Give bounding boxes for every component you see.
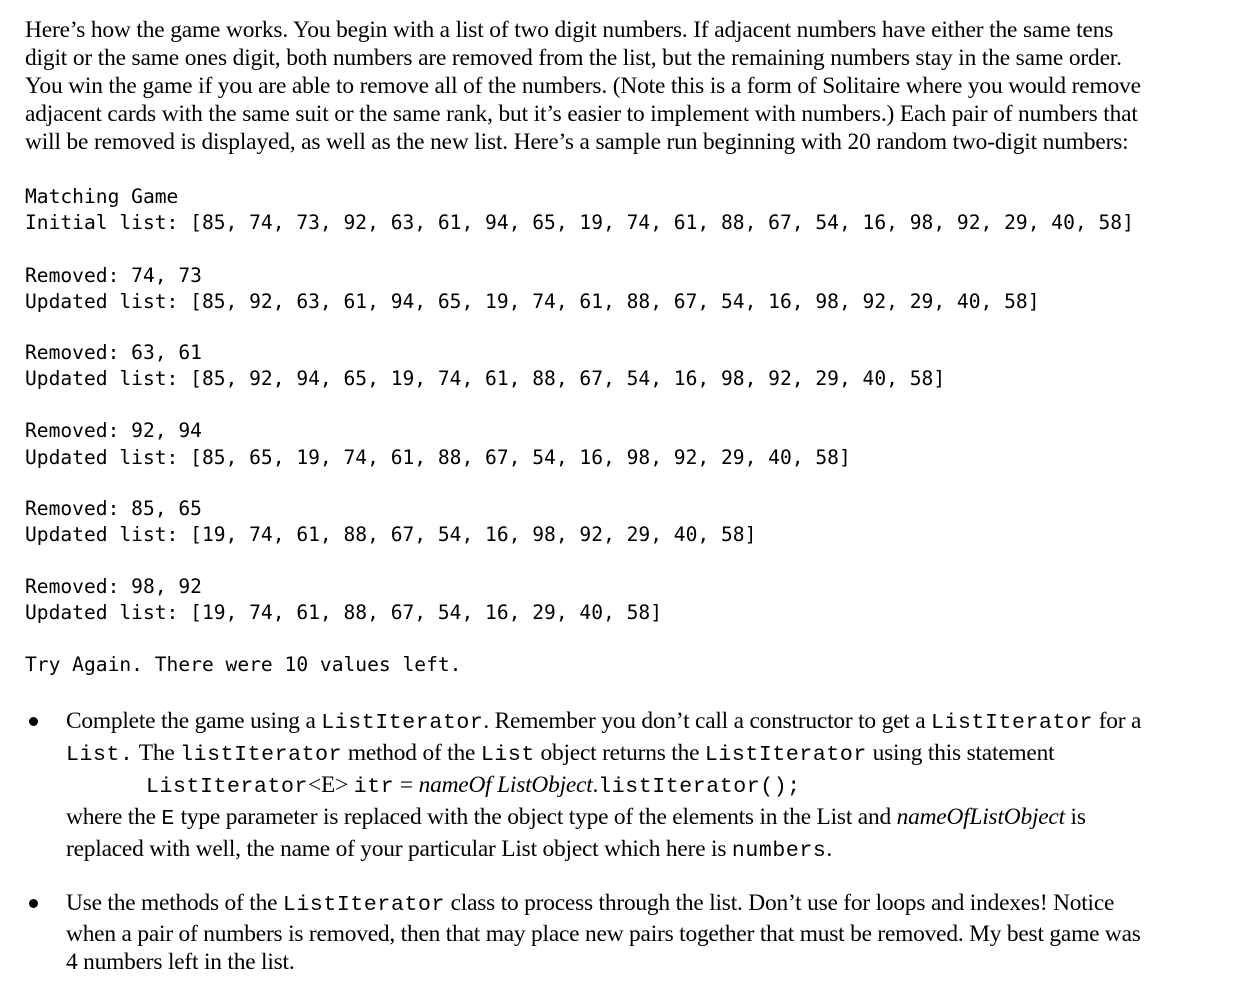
text: The <box>133 740 181 766</box>
code-term: ListIterator <box>146 775 309 799</box>
code-term: ListIterator <box>704 743 867 767</box>
updated-list: Updated list: [85, 92, 63, 61, 94, 65, 19, 74, 61, 88, 67, 54, 16, 98, 92, 29, 40, 58] <box>25 290 1040 313</box>
code-term: E <box>161 807 175 831</box>
instruction-line <box>66 888 1236 920</box>
instruction-line: when a pair of numbers is removed, then that may place new pairs together that must be removed. My best game was <box>66 921 1141 947</box>
italic-term: nameOf ListObject <box>418 772 593 798</box>
text: . Remember you don’t call a constructor to get a <box>483 708 932 734</box>
instruction-line <box>66 802 1236 834</box>
text: is <box>1064 804 1086 830</box>
code-term: listIterator <box>180 743 343 767</box>
code-term: listIterator(); <box>598 775 801 799</box>
result-line: Try Again. There were 10 values left. <box>25 653 462 676</box>
updated-list: Updated list: [85, 65, 19, 74, 61, 88, 67, 54, 16, 98, 92, 29, 40, 58] <box>25 446 851 469</box>
instruction-line: 4 numbers left in the list. <box>66 949 295 975</box>
code-term: itr <box>353 775 395 799</box>
intro-line: will be removed is displayed, as well as the new list. Here’s a sample run beginning with 20 random two-digit numbers: <box>25 129 1129 155</box>
intro-line: adjacent cards with the same suit or the same rank, but it’s easier to implement with numbers.) Each pair of numbers that <box>25 101 1138 127</box>
text: Use the methods of the <box>66 890 283 916</box>
code-statement <box>66 770 1236 802</box>
updated-list: Updated list: [85, 92, 94, 65, 19, 74, 61, 88, 67, 54, 16, 98, 92, 29, 40, 58] <box>25 367 946 390</box>
removed-line: Removed: 74, 73 <box>25 264 202 287</box>
code-term: ListIterator <box>282 893 445 917</box>
updated-list: Updated list: [19, 74, 61, 88, 67, 54, 16, 29, 40, 58] <box>25 601 663 624</box>
bullet-dot-icon <box>29 717 38 726</box>
intro-line: Here’s how the game works. You begin with a list of two digit numbers. If adjacent numbers have either the same tens <box>25 17 1114 43</box>
text: method of the <box>342 740 481 766</box>
instruction-line <box>66 706 1236 738</box>
initial-list: Initial list: [85, 74, 73, 92, 63, 61, 94, 65, 19, 74, 61, 88, 67, 54, 16, 98, 92, 29, 40, 58] <box>25 211 1134 234</box>
text: object returns the <box>534 740 705 766</box>
text: where the <box>66 804 162 830</box>
code-term: numbers <box>731 839 827 863</box>
text: replaced with well, the name of your particular List object which here is <box>66 836 732 862</box>
bullet-dot-icon <box>29 899 38 908</box>
instruction-text <box>66 888 1236 976</box>
updated-list: Updated list: [19, 74, 61, 88, 67, 54, 16, 98, 92, 29, 40, 58] <box>25 523 757 546</box>
text: class to process through the list. Don’t use for loops and indexes! Notice <box>444 890 1115 916</box>
intro-line: You win the game if you are able to remove all of the numbers. (Note this is a form of Solitaire where you would remove <box>25 73 1141 99</box>
text: = <box>394 772 419 798</box>
italic-term: nameOfListObject <box>896 804 1065 830</box>
code-term: List <box>480 743 535 767</box>
code-term: ListIterator <box>321 711 484 735</box>
instruction-text <box>66 706 1236 866</box>
text: type parameter is replaced with the object type of the elements in the List and <box>174 804 897 830</box>
intro-paragraph <box>25 16 1225 156</box>
text: . <box>826 836 833 862</box>
code-term: List. <box>66 743 134 767</box>
instruction-line <box>66 738 1236 770</box>
code-term: ListIterator <box>931 711 1094 735</box>
removed-line: Removed: 63, 61 <box>25 341 202 364</box>
text: . <box>592 772 599 798</box>
text: Complete the game using a <box>66 708 322 734</box>
type-param: <E> <box>308 772 349 798</box>
instruction-line <box>66 834 1236 866</box>
text: for a <box>1093 708 1142 734</box>
intro-line: digit or the same ones digit, both numbers are removed from the list, but the remaining numbers stay in the same order. <box>25 45 1122 71</box>
removed-line: Removed: 98, 92 <box>25 575 202 598</box>
run-header: Matching Game <box>25 185 179 208</box>
removed-line: Removed: 85, 65 <box>25 497 202 520</box>
text: using this statement <box>866 740 1055 766</box>
removed-line: Removed: 92, 94 <box>25 419 202 442</box>
